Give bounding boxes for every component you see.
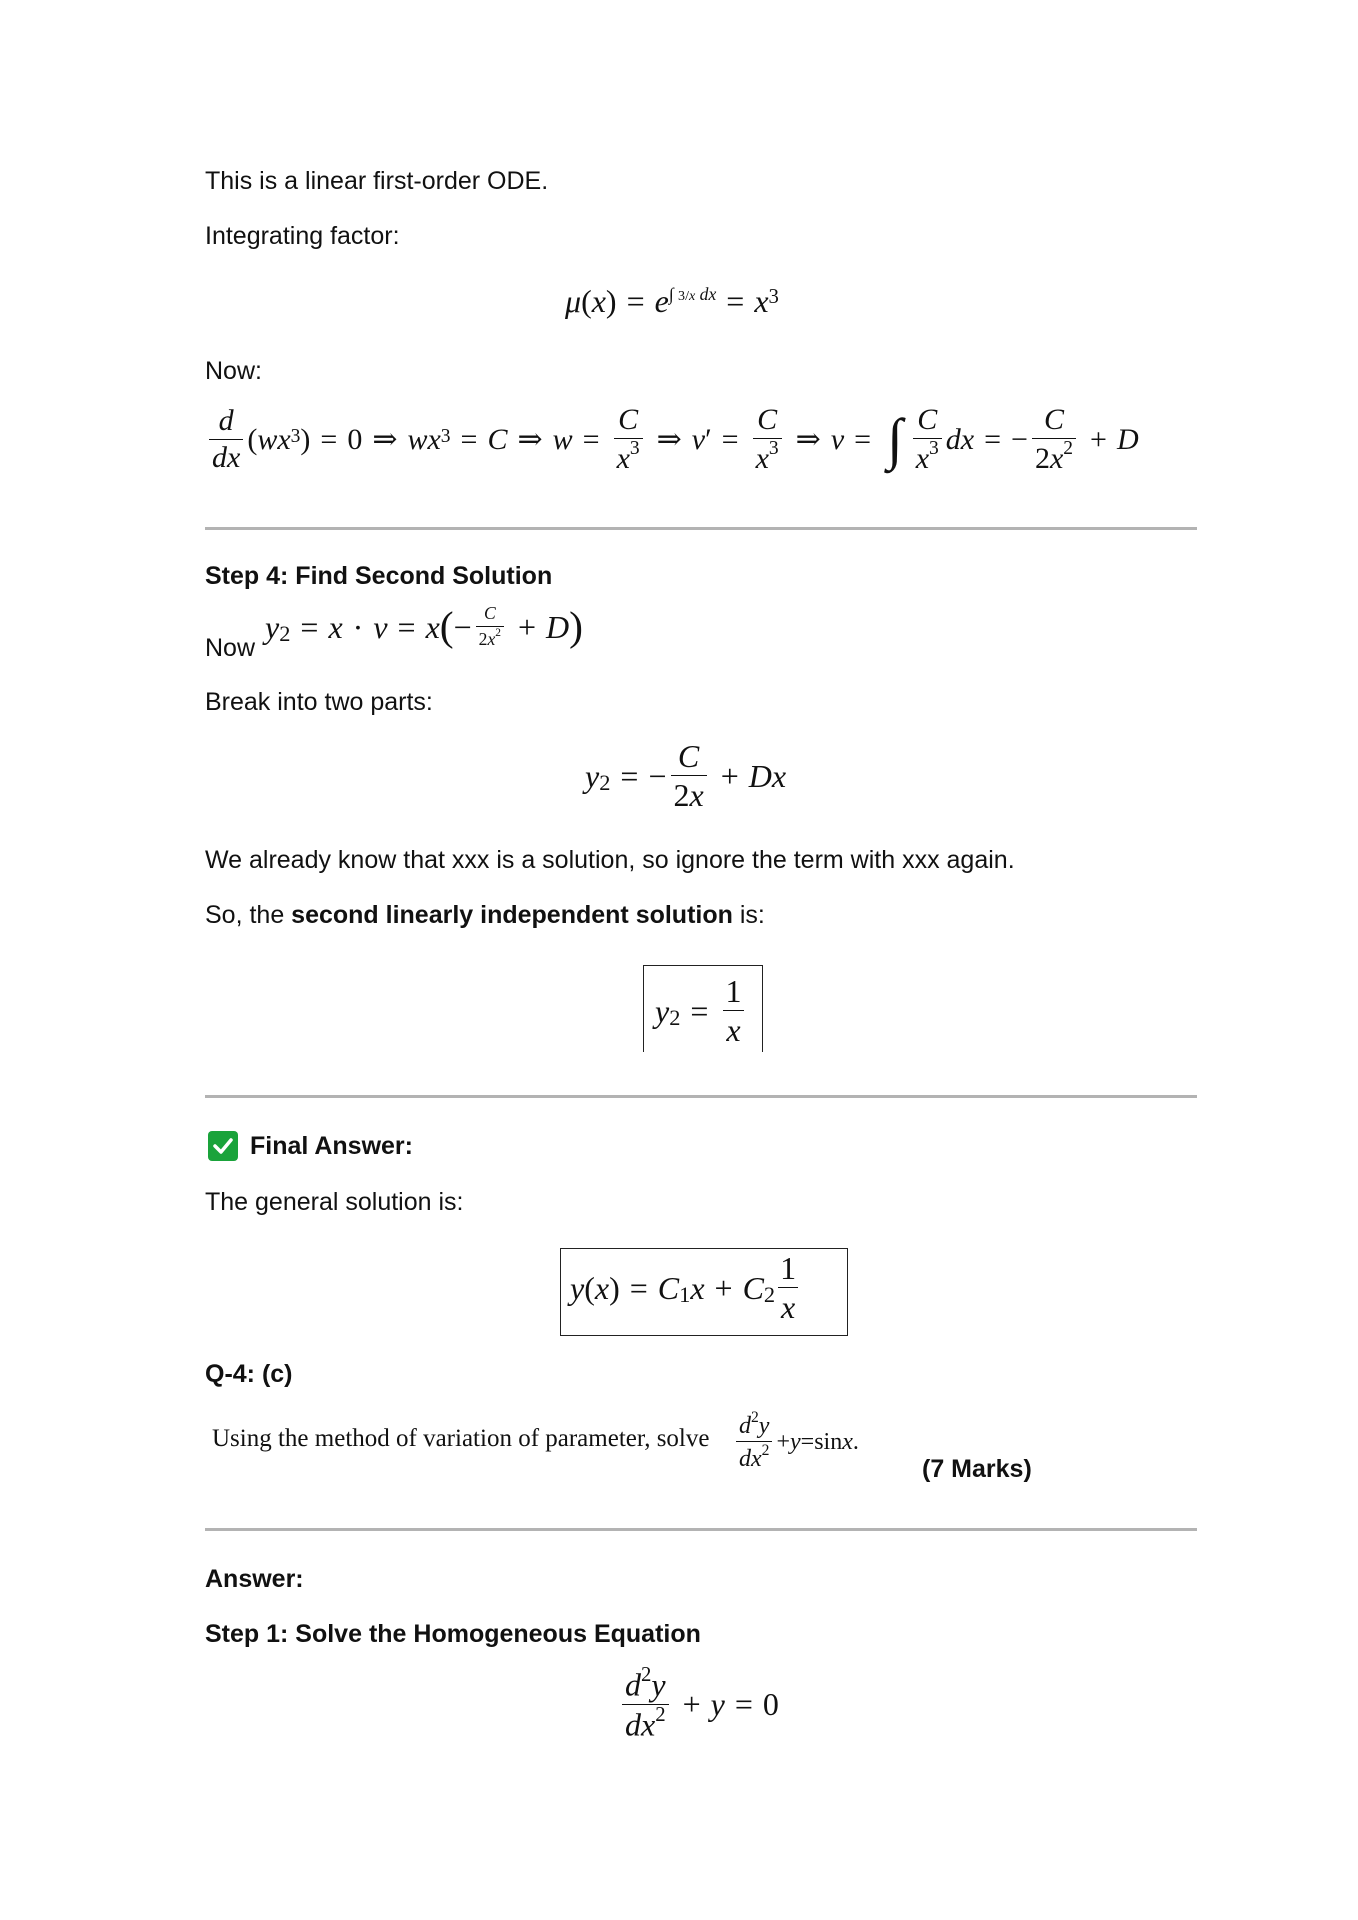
text-so-bold: second linearly independent solution [291, 901, 733, 929]
text-second-solution [205, 899, 765, 931]
divider-1 [205, 527, 1197, 530]
text-general-solution: The general solution is: [205, 1188, 464, 1216]
text-break-parts: Break into two parts: [205, 688, 433, 716]
eq-y2-xv: y 2 = x · v = x ( − $\frac{C}{2x^2}$ + D ) [265, 602, 584, 649]
text-now-1: Now: [205, 357, 262, 385]
eq-integrating-factor: μ ( x ) = e ∫ 3/x dx = x 3 [565, 283, 779, 319]
eq-y2-final: y 2 = $\frac{1}{x}$ [655, 975, 748, 1046]
text-question: Using the method of variation of parameter, solve [212, 1425, 710, 1452]
check-mark-icon [208, 1131, 238, 1161]
heading-step-1: Step 1: Solve the Homogeneous Equation [205, 1620, 701, 1648]
divider-2 [205, 1095, 1197, 1098]
eq-solve-w: $\frac{d}{dx}$ ( wx 3 ) = 0 ⇒ wx 3 = C ⇒ w = $\frac{C}{x^3}$ ⇒ v ′ = $\frac{C}{x^3}$ ⇒ v = ∫ $\frac{C}{x^3}$ dx = − $\frac{C}{2x^2}$ + D [205, 405, 1139, 474]
text-integrating-factor: Integrating factor: [205, 222, 400, 250]
eq-y2-parts: y 2 = − $\frac{C}{2x}$ + Dx [585, 738, 787, 813]
text-so-prefix: So, the [205, 901, 292, 929]
heading-step-4: Step 4: Find Second Solution [205, 562, 553, 590]
text-linear-ode: This is a linear first-order ODE. [205, 167, 549, 195]
text-now-2: Now [205, 634, 256, 662]
eq-general-solution: y ( x ) = C 1 x + C 2 $\frac{1}{x}$ [570, 1252, 803, 1323]
heading-q4c: Q-4: (c) [205, 1360, 293, 1388]
heading-answer: Answer: [205, 1565, 304, 1593]
eq-question: $\frac{d^2y}{dx^2}$ + y =sin x . [732, 1412, 859, 1471]
eq-homogeneous: $\frac{d^2y}{dx^2}$ + y = 0 [618, 1668, 779, 1740]
heading-final-answer: Final Answer: [250, 1132, 413, 1160]
text-marks: (7 Marks) [922, 1455, 1032, 1483]
text-already-know: We already know that xxx is a solution, so ignore the term with xxx again. [205, 846, 1015, 874]
text-so-suffix: is: [732, 901, 765, 929]
divider-3 [205, 1528, 1197, 1531]
